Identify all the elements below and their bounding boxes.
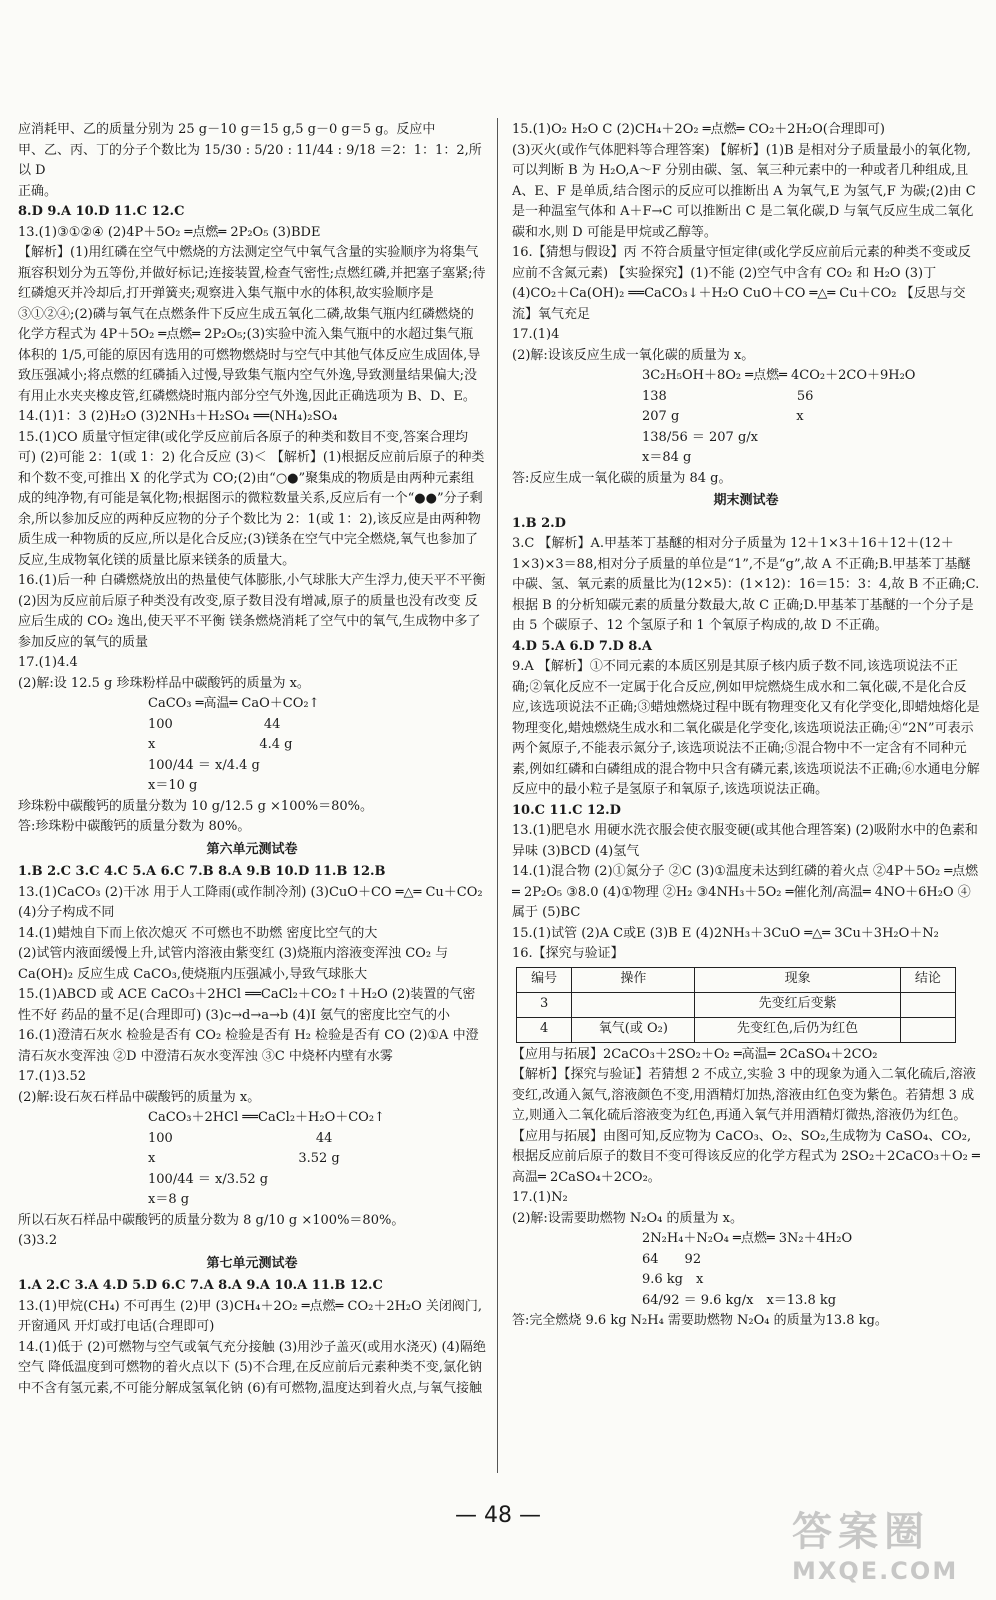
answer-line: 15.(1)试管 (2)A C或E (3)B E (4)2NH₃＋3CuO ═△═ 3Cu＋3H₂O＋N₂ — [512, 925, 939, 941]
table-row — [517, 992, 956, 1017]
answer-line: (2)因为反应前后原子种类没有改变,原子数目没有增减,原子的质量也没有改变 反应后生成的 CO₂ 逸出,使天平不平衡 镁条燃烧消耗了空气中的氧气,生成物中多了参加反应的氧气的质量 — [18, 593, 481, 650]
answer-line: 14.(1)蜡烛自下而上依次熄灭 不可燃也不助燃 密度比空气的大 — [18, 925, 378, 941]
answer-line: (2)解:设该反应生成一氧化碳的质量为 x。 — [512, 347, 755, 363]
answer-line: 100 44 — [148, 716, 281, 732]
answer-line: (3)灭火(或作气体肥料等合理答案) 【解析】(1)B 是相对分子质量最小的氧化物,可以判断 B 为 H₂O,A～F 分别由碳、氢、氧三种元素中的一种或者几种组成,且 A、E、F 是单质,结合图示的反应可以推断出 A 为氧气,E 为氢气,F 为碳;(2)由 C 是一种温室气体和 A＋F→C 可以推断出 C 是二氧化碳,D 与氧气反应生成二氧化碳和水,则 D 可能是甲烷或乙醇等。 — [512, 142, 976, 240]
answer-line: 9.A 【解析】①不同元素的本质区别是其原子核内质子数不同,该选项说法不正确;②氧化反应不一定属于化合反应,例如甲烷燃烧生成水和二氧化碳,不是化合反应,该选项说法不正确;③蜡烛燃烧过程中既有物理变化又有化学变化,即蜡烛熔化是物理变化,蜡烛燃烧生成水和二氧化碳是化学变化,该选项说法正确;④“2N”可表示两个氮原子,不能表示氮分子,该选项说法不正确;⑤混合物中不一定含有不同种元素,例如红磷和白磷组成的混合物中只含有磷元素,该选项说法不正确;⑥水通电分解反应中的最小粒子是氢原子和氧原子,该选项说法正确。 — [512, 659, 980, 797]
answer-line: 14.(1)1：3 (2)H₂O (3)2NH₃＋H₂SO₄ ══(NH₄)₂SO₄ — [18, 409, 338, 424]
table-cell: 先变红后变紫 — [695, 992, 900, 1017]
answer-line: 所以石灰石样品中碳酸钙的质量分数为 8 g/10 g ×100%＝80%。 — [18, 1212, 405, 1228]
answer-line: x＝10 g — [148, 778, 198, 793]
right-column-part-a — [512, 120, 980, 965]
answer-line: 1.B 2.D — [512, 515, 566, 531]
answer-line: CaCO₃＋2HCl ══CaCl₂＋H₂O＋CO₂↑ — [148, 1110, 385, 1125]
table-header: 编号 — [517, 967, 572, 992]
table-cell — [572, 992, 695, 1017]
answer-line: 100/44 ＝ x/3.52 g — [148, 1171, 269, 1187]
column-divider — [497, 118, 498, 1473]
section-heading: 第六单元测试卷 — [206, 841, 298, 857]
answer-line: 【解析】(1)用红磷在空气中燃烧的方法测定空气中氧气含量的实验顺序为将集气瓶容积划分为五等份,并做好标记;连接装置,检查气密性;点燃红磷,并把塞子塞紧;待红磷熄灭并冷却后,打开弹簧夹;观察进入集气瓶中水的体积,故实验顺序是③①②④;(2)磷与氧气在点燃条件下反应生成五氧化二磷,故集气瓶内红磷燃烧的化学方程式为 4P＋5O₂ ═点燃═ 2P₂O₅;(3)实验中流入集气瓶中的水超过集气瓶体积的 1/5,可能的原因有选用的可燃物燃烧时与空气中其他气体反应生成固体,导致压强减小;将点燃的红磷插入过慢,导致集气瓶内空气外逸,导致测量结果偏大;没有用止水夹夹橡皮管,红磷燃烧时瓶内部分空气外逸,因此正确选项为 B、D、E。 — [18, 245, 486, 404]
answer-line: (2)解:设石灰石样品中碳酸钙的质量为 x。 — [18, 1089, 261, 1105]
table-cell: 4 — [517, 1017, 572, 1042]
answer-line: 17.(1)3.52 — [18, 1069, 87, 1084]
right-column-part-b — [512, 1045, 980, 1332]
answer-line: 64 92 — [642, 1251, 702, 1267]
answer-line: x 3.52 g — [148, 1151, 340, 1166]
answer-line: 1.B 2.C 3.C 4.C 5.A 6.C 7.B 8.A 9.B 10.D 11.B 12.B — [18, 864, 386, 879]
answer-line: 13.(1)③①②④ (2)4P＋5O₂ ═点燃═ 2P₂O₅ (3)BDE — [18, 224, 321, 240]
answer-line: 3C₂H₅OH＋8O₂ ═点燃═ 4CO₂＋2CO＋9H₂O — [642, 368, 916, 383]
table-header: 结论 — [900, 967, 955, 992]
answer-line: 16.(1)后一种 白磷燃烧放出的热量使气体膨胀,小气球胀大产生浮力,使天平不平衡 — [18, 573, 486, 588]
answer-line: (2)解:设 12.5 g 珍珠粉样品中碳酸钙的质量为 x。 — [18, 675, 310, 691]
result-table — [516, 967, 956, 1043]
answer-line: 14.(1)低于 (2)可燃物与空气或氧气充分接触 (3)用沙子盖灭(或用水浇灭) (4)隔绝空气 降低温度到可燃物的着火点以下 (5)不合理,在反应前后元素种类不变,氯化钠中不含有氢元素,不可能分解成氢氧化钠 (6)有可燃物,温度达到着火点,与氧气接触 — [18, 1339, 486, 1396]
table-row — [517, 1017, 956, 1042]
answer-line: 17.(1)N₂ — [512, 1190, 568, 1205]
answer-line: 17.(1)4.4 — [18, 655, 78, 670]
answer-line: 答:反应生成一氧化碳的质量为 84 g。 — [512, 470, 732, 486]
answer-line: 15.(1)CO 质量守恒定律(或化学反应前后各原子的种类和数目不变,答案合理均可) (2)可能 2：1(或 1：2) 化合反应 (3)＜ 【解析】(1)根据反应前后原子的种类和个数不变,可推出 X 的化学式为 CO;(2)由“○●”聚集成的物质是由两种元素组成的纯净物,有可能是氧化物;根据图示的微粒数量关系,反应后有一个“●●”分子剩余,所以参加反应的两种反应物的分子个数比为 2：1(或 1：2),该反应是由两种物质生成一种物质的反应,所以是化合反应;(3)镁条在空气中完全燃烧,氧气也参加了反应,生成物氧化镁的质量比原来镁条的质量大。 — [18, 429, 485, 568]
answer-line: 13.(1)甲烷(CH₄) 不可再生 (2)甲 (3)CH₄＋2O₂ ═点燃═ CO₂＋2H₂O 关闭阀门,开窗通风 开灯或打电话(合理即可) — [18, 1298, 483, 1334]
answer-line: 【应用与拓展】由图可知,反应物为 CaCO₃、O₂、SO₂,生成物为 CaSO₄、CO₂,根据反应前后原子的数目不变可得该反应的化学方程式为 2SO₂＋2CaCO₃＋O₂ ═高温═ 2CaSO₄＋2CO₂。 — [512, 1128, 980, 1185]
watermark-logo: 答案圈 MXQE.COM — [792, 1509, 959, 1585]
answer-line: 207 g x — [642, 409, 804, 424]
table-cell: 先变红色,后仍为红色 — [695, 1017, 900, 1042]
answer-line: 100 44 — [148, 1130, 333, 1146]
section-heading: 第七单元测试卷 — [206, 1255, 298, 1271]
answer-line: 138/56 ＝ 207 g/x — [642, 429, 758, 445]
answer-line: 15.(1)O₂ H₂O C (2)CH₄＋2O₂ ═点燃═ CO₂＋2H₂O(合理即可) — [512, 122, 885, 137]
table-cell: 3 — [517, 992, 572, 1017]
answer-line: 答:珍珠粉中碳酸钙的质量分数为 80%。 — [18, 819, 251, 834]
answer-line: (3)3.2 — [18, 1233, 58, 1248]
answer-line: 4.D 5.A 6.D 7.D 8.A — [512, 638, 652, 654]
answer-line: 100/44 ＝ x/4.4 g — [148, 757, 260, 773]
answer-line: 甲、乙、丙、丁的分子个数比为 15/30 : 5/20 : 11/44 : 9/18 ＝2：1：1：2,所以 D — [18, 142, 482, 178]
answer-line: 17.(1)4 — [512, 327, 560, 342]
answer-line: 10.C 11.C 12.D — [512, 802, 621, 818]
answer-line: 14.(1)混合物 (2)①氮分子 ②C (3)①温度未达到红磷的着火点 ②4P＋5O₂ ═点燃═ 2P₂O₅ ③8.0 (4)①物理 ②H₂ ③4NH₃＋5O₂ ═催化剂/高温═ 4NO＋6H₂O ④属于 (5)BC — [512, 864, 979, 920]
section-heading: 期末测试卷 — [713, 493, 779, 508]
answer-line: 【应用与拓展】2CaCO₃＋2SO₂＋O₂ ═高温═ 2CaSO₄＋2CO₂ — [512, 1046, 878, 1062]
table-header: 操作 — [572, 967, 695, 992]
answer-line: 16.【猜想与假设】丙 不符合质量守恒定律(或化学反应前后元素的种类不变或反应前不含氮元素) 【实验探究】(1)不能 (2)空气中含有 CO₂ 和 H₂O (3)丁 (4)CO₂＋Ca(OH)₂ ══CaCO₃↓＋H₂O CuO＋CO ═△═ Cu＋CO₂ 【反思与交流】氧气充足 — [512, 245, 971, 322]
table-header: 现象 — [695, 967, 900, 992]
left-column — [18, 120, 486, 1399]
right-column — [512, 120, 980, 1332]
answer-line: x 4.4 g — [148, 737, 293, 752]
answer-line: 64/92 ＝ 9.6 kg/x x＝13.8 kg — [642, 1292, 837, 1308]
answer-line: 16.(1)澄清石灰水 检验是否有 CO₂ 检验是否有 H₂ 检验是否有 CO (2)①A 中澄清石灰水变浑浊 ②D 中澄清石灰水变浑浊 ③C 中烧杯内壁有水雾 — [18, 1028, 479, 1064]
answer-line: 【解析】【探究与验证】若猜想 2 不成立,实验 3 中的现象为通入二氧化硫后,溶液变红,改通入氮气,溶液颜色不变,用酒精灯加热,溶液由红色变为紫色。若猜想 3 成立,则通入二氧化硫后溶液变为红色,再通入氧气并用酒精灯微热,溶液仍为红色。 — [512, 1067, 976, 1123]
answer-line: 答:完全燃烧 9.6 kg N₂H₄ 需要助燃物 N₂O₄ 的质量为13.8 kg。 — [512, 1313, 888, 1328]
answer-line: x＝84 g — [642, 450, 692, 465]
table-cell — [900, 992, 955, 1017]
answer-line: CaCO₃ ═高温═ CaO＋CO₂↑ — [148, 696, 320, 711]
answer-line: 2N₂H₄＋N₂O₄ ═点燃═ 3N₂＋4H₂O — [642, 1231, 853, 1246]
table-cell — [900, 1017, 955, 1042]
answer-line: 应消耗甲、乙的质量分别为 25 g－10 g＝15 g,5 g－0 g＝5 g。反应中 — [18, 122, 436, 137]
answer-line: x＝8 g — [148, 1192, 190, 1207]
answer-line: 正确。 — [18, 183, 58, 199]
page-number: — 48 — — [455, 1503, 541, 1528]
answer-line: 1.A 2.C 3.A 4.D 5.D 6.C 7.A 8.A 9.A 10.A 11.B 12.C — [18, 1278, 383, 1293]
answer-line: 珍珠粉中碳酸钙的质量分数为 10 g/12.5 g ×100%＝80%。 — [18, 798, 373, 814]
answer-line: 138 56 — [642, 388, 814, 404]
answer-line: (2)解:设需要助燃物 N₂O₄ 的质量为 x。 — [512, 1210, 743, 1226]
answer-line: 9.6 kg x — [642, 1272, 704, 1287]
answer-line: 16.【探究与验证】 — [512, 946, 624, 961]
answer-line: 3.C 【解析】A.甲基苯丁基醚的相对分子质量为 12＋1×3＋16＋12＋(12＋1×3)×3＝88,相对分子质量的单位是“1”,不是“g”,故 A 不正确;B.甲基苯丁基醚中碳、氢、氧元素的质量比为(12×5)：(1×12)：16＝15：3：4,故 B 不正确;C.根据 B 的分析知碳元素的质量分数最大,故 C 正确;D.甲基苯丁基醚的一个分子是由 5 个碳原子、12 个氢原子和 1 个氧原子构成的,故 D 不正确。 — [512, 536, 980, 633]
table-cell: 氧气(或 O₂) — [572, 1017, 695, 1042]
answer-line: (2)试管内液面缓慢上升,试管内溶液由紫变红 (3)烧瓶内溶液变浑浊 CO₂ 与 Ca(OH)₂ 反应生成 CaCO₃,使烧瓶内压强减小,导致气球胀大 — [18, 946, 449, 982]
answer-line: 13.(1)CaCO₃ (2)干冰 用于人工降雨(或作制冷剂) (3)CuO＋CO ═△═ Cu＋CO₂ (4)分子构成不同 — [18, 884, 483, 920]
answer-line: 15.(1)ABCD 或 ACE CaCO₃＋2HCl ══CaCl₂＋CO₂↑＋H₂O (2)装置的气密性不好 药品的量不足(合理即可) (3)c→d→a→b (4)Ⅰ 氨气的密度比空气的小 — [18, 987, 476, 1023]
answer-line: 8.D 9.A 10.D 11.C 12.C — [18, 204, 185, 219]
table-header-row — [517, 967, 956, 992]
answer-line: 13.(1)肥皂水 用硬水洗衣服会使衣服变硬(或其他合理答案) (2)吸附水中的色素和异味 (3)BCD (4)氢气 — [512, 823, 978, 859]
